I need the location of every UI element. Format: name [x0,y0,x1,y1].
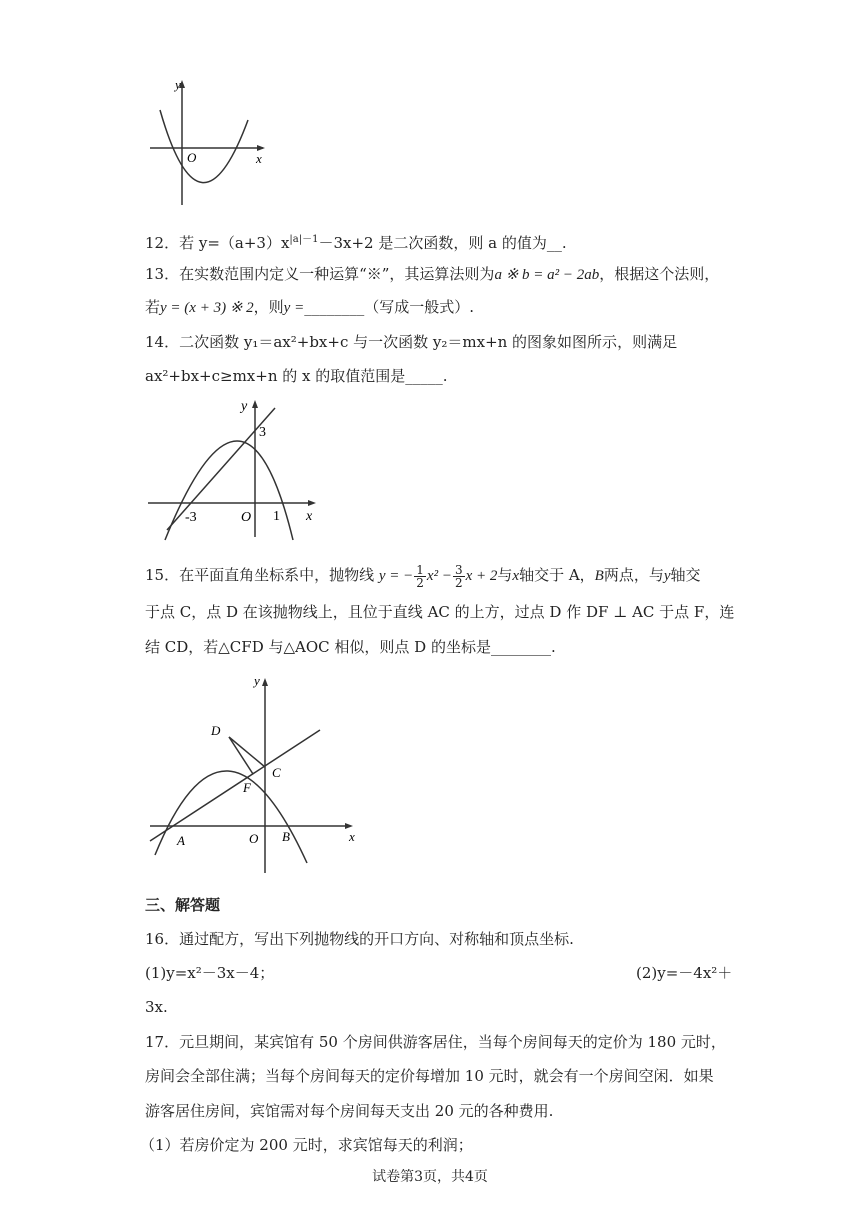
segment-dc [229,737,265,767]
tick-minus-3: -3 [185,510,197,525]
point-d-label: D [211,723,221,738]
origin-label: O [249,831,259,846]
tick-3: 3 [259,425,266,440]
parabola-y1 [165,441,293,540]
y-label: y [175,77,181,92]
x-label: x [256,151,262,166]
question-13-line1: 13．在实数范围内定义一种运算“※”，其运算法则为a ※ b = a² − 2ab，根据这个法则， [145,265,720,283]
x-arrow [308,500,316,506]
fraction-3-2: $\frac{3}{2}$ [454,562,463,590]
question-14-line1: 14．二次函数 y₁＝ax²+bx+c 与一次函数 y₂＝mx+n 的图象如图所示，则满足 [145,333,678,351]
question-16-line1: 16．通过配方，写出下列抛物线的开口方向、对称轴和顶点坐标. [145,930,574,948]
y-arrow [262,678,268,686]
segment-df [229,737,253,774]
origin-label: O [187,150,197,165]
question-16-part2: (2)y=－4x²＋ [636,964,733,982]
y-label: y [254,673,260,688]
x-label: x [349,829,355,844]
page-footer: 试卷第3页，共4页 [372,1169,488,1185]
parabola [160,110,248,183]
y-arrow [252,400,258,408]
question-12: 12．若 $y=(a+3)x^{|a|-1}-3x+2$ 是二次函数，则 a 的值为__. [145,234,567,252]
question-14-line2: ax²+bx+c≥mx+n 的 x 的取值范围是_____. [145,367,448,385]
graph-q11 [145,75,275,210]
graph-q15 [145,673,365,878]
question-17-line1: 17．元旦期间，某宾馆有 50 个房间供游客居住，当每个房间每天的定价为 180 元时， [145,1033,726,1051]
tick-1: 1 [273,509,280,524]
x-label: x [306,509,313,524]
section-heading: 三、解答题 [145,896,221,914]
fraction-1-2: $\frac{1}{2}$ [416,562,424,590]
question-15-line1: 15．在平面直角坐标系中，抛物线 y = − $\frac{1}{2}$ x² − $\frac{3}{2}$ x + 2与x轴交于 A，B两点，与y轴交 [145,562,701,590]
question-17-part1: （1）若房价定为 200 元时，求宾馆每天的利润； [140,1136,473,1154]
parabola [155,771,307,863]
question-15-line3: 结 CD，若△CFD 与△AOC 相似，则点 D 的坐标是________. [145,638,556,656]
question-16-part1: (1)y=x²－3x－4； [145,964,275,982]
point-b-label: B [282,829,290,844]
point-f-label: F [243,780,251,795]
question-16-part2-cont: 3x. [145,998,168,1016]
point-a-label: A [177,833,185,848]
question-17-line2: 房间会全部住满；当每个房间每天的定价每增加 10 元时，就会有一个房间空闲．如果 [145,1067,714,1085]
graph-q14 [145,392,325,542]
question-13-line2: 若y = (x + 3) ※ 2，则y =________（写成一般式）. [145,298,474,316]
question-17-line3: 游客居住房间，宾馆需对每个房间每天支出 20 元的各种费用. [145,1102,554,1120]
y-label: y [241,399,248,414]
question-15-line2: 于点 C，点 D 在该抛物线上，且位于直线 AC 的上方，过点 D 作 DF ⊥ AC 于点 F，连 [145,603,735,621]
point-c-label: C [272,765,281,780]
origin-label: O [241,510,252,525]
